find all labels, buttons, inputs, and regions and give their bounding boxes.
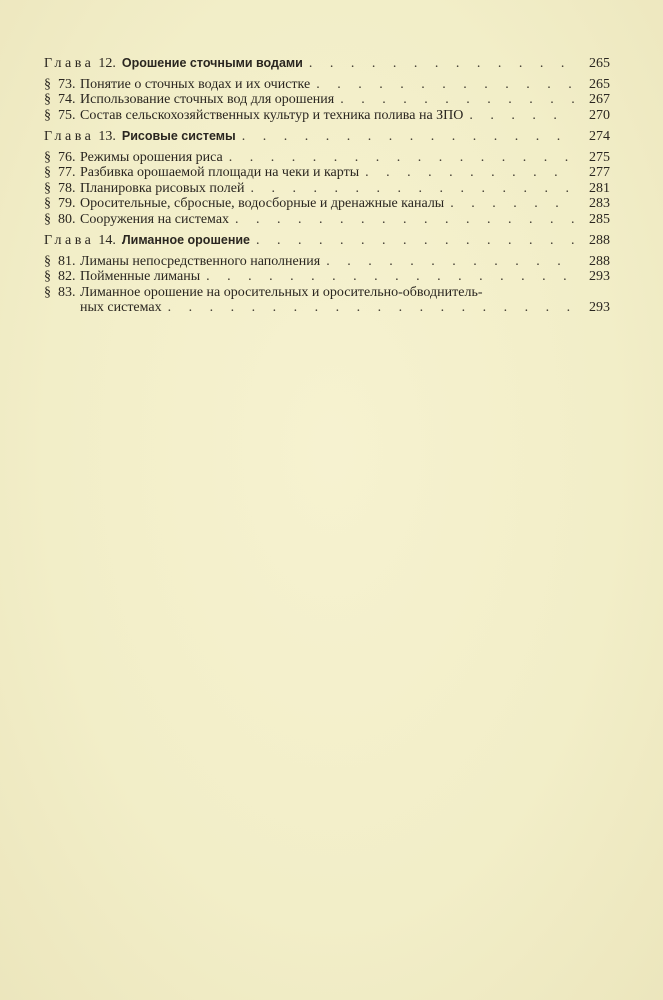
section-symbol: § — [44, 107, 51, 123]
section-title: Оросительные, сбросные, водосборные и дренажные каналы — [80, 196, 445, 211]
toc-section[interactable] — [44, 254, 610, 270]
dot-leader — [365, 165, 574, 181]
page-number: 275 — [589, 149, 610, 165]
chapter-title: Рисовые системы — [121, 129, 236, 143]
section-number: 80. — [58, 211, 76, 227]
dot-leader — [250, 181, 574, 197]
dot-leader — [206, 269, 574, 285]
page-number: 293 — [589, 269, 610, 284]
dot-leader — [326, 254, 574, 270]
section-symbol: § — [44, 165, 51, 180]
section-title: Режимы орошения риса — [80, 149, 223, 165]
dot-leader — [309, 56, 574, 72]
page-number: 265 — [589, 76, 610, 92]
section-symbol: § — [44, 253, 51, 269]
chapter-title: Лиманное орошение — [121, 233, 251, 247]
dot-leader — [235, 212, 574, 228]
page-number: 270 — [589, 107, 610, 123]
chapter-title: Орошение сточными водами — [121, 56, 303, 70]
dot-leader — [168, 300, 574, 316]
chapter-number: 14. — [98, 233, 116, 248]
dot-leader — [316, 77, 574, 93]
page-number: 288 — [589, 233, 610, 248]
page-number: 288 — [589, 253, 610, 269]
toc-chapter[interactable] — [44, 129, 610, 145]
section-number: 73. — [58, 76, 76, 92]
toc-section[interactable] — [44, 92, 610, 108]
dot-leader — [242, 129, 574, 145]
section-title: Использование сточных вод для орошения — [80, 92, 335, 107]
dot-leader — [340, 92, 574, 108]
page-number: 281 — [589, 180, 610, 196]
section-title-continuation: ных системах — [80, 300, 162, 315]
toc-chapter[interactable] — [44, 233, 610, 249]
section-number: 81. — [58, 253, 76, 269]
toc-section[interactable] — [44, 150, 610, 166]
chapter-word: Глава — [44, 129, 95, 144]
section-symbol: § — [44, 211, 51, 227]
section-title: Планировка рисовых полей — [80, 180, 245, 196]
page-number: 293 — [589, 300, 610, 315]
section-title: Понятие о сточных водах и их очистке — [80, 76, 311, 92]
chapter-number: 13. — [98, 129, 116, 144]
page-number: 267 — [589, 92, 610, 107]
page-number: 274 — [589, 129, 610, 144]
section-symbol: § — [44, 76, 51, 92]
chapter-word: Глава — [44, 233, 95, 248]
section-symbol: § — [44, 92, 51, 107]
section-number: 76. — [58, 149, 76, 165]
table-of-contents — [44, 56, 610, 316]
section-symbol: § — [44, 180, 51, 196]
dot-leader — [450, 196, 574, 212]
page-number: 283 — [589, 196, 610, 211]
section-title: Разбивка орошаемой площади на чеки и карты — [80, 165, 360, 180]
toc-section[interactable] — [44, 196, 610, 212]
section-title: Лиманное орошение на оросительных и оросительно-обводнитель- — [80, 284, 483, 300]
section-symbol: § — [44, 196, 51, 211]
toc-section[interactable] — [44, 285, 610, 301]
toc-chapter[interactable] — [44, 56, 610, 72]
toc-section[interactable] — [44, 77, 610, 93]
toc-section[interactable] — [44, 212, 610, 228]
page-number: 265 — [589, 56, 610, 71]
toc-section[interactable] — [44, 269, 610, 285]
section-symbol: § — [44, 269, 51, 284]
toc-section[interactable] — [44, 181, 610, 197]
section-symbol: § — [44, 149, 51, 165]
section-title: Сооружения на системах — [80, 211, 230, 227]
section-number: 78. — [58, 180, 76, 196]
section-title: Состав сельскохозяйственных культур и техника полива на ЗПО — [80, 107, 464, 123]
dot-leader — [469, 108, 574, 124]
section-number: 75. — [58, 107, 76, 123]
section-title: Лиманы непосредственного наполнения — [80, 253, 321, 269]
chapter-word: Глава — [44, 56, 95, 71]
section-title: Пойменные лиманы — [80, 269, 201, 284]
dot-leader — [229, 150, 574, 166]
dot-leader — [256, 233, 574, 249]
section-number: 79. — [58, 196, 76, 211]
section-number: 83. — [58, 284, 76, 300]
chapter-number: 12. — [98, 56, 116, 71]
page-number: 285 — [589, 211, 610, 227]
section-number: 82. — [58, 269, 76, 284]
section-number: 74. — [58, 92, 76, 107]
toc-section-continuation[interactable] — [44, 300, 610, 316]
section-symbol: § — [44, 284, 51, 300]
toc-section[interactable] — [44, 108, 610, 124]
page-number: 277 — [589, 165, 610, 180]
section-number: 77. — [58, 165, 76, 180]
toc-section[interactable] — [44, 165, 610, 181]
